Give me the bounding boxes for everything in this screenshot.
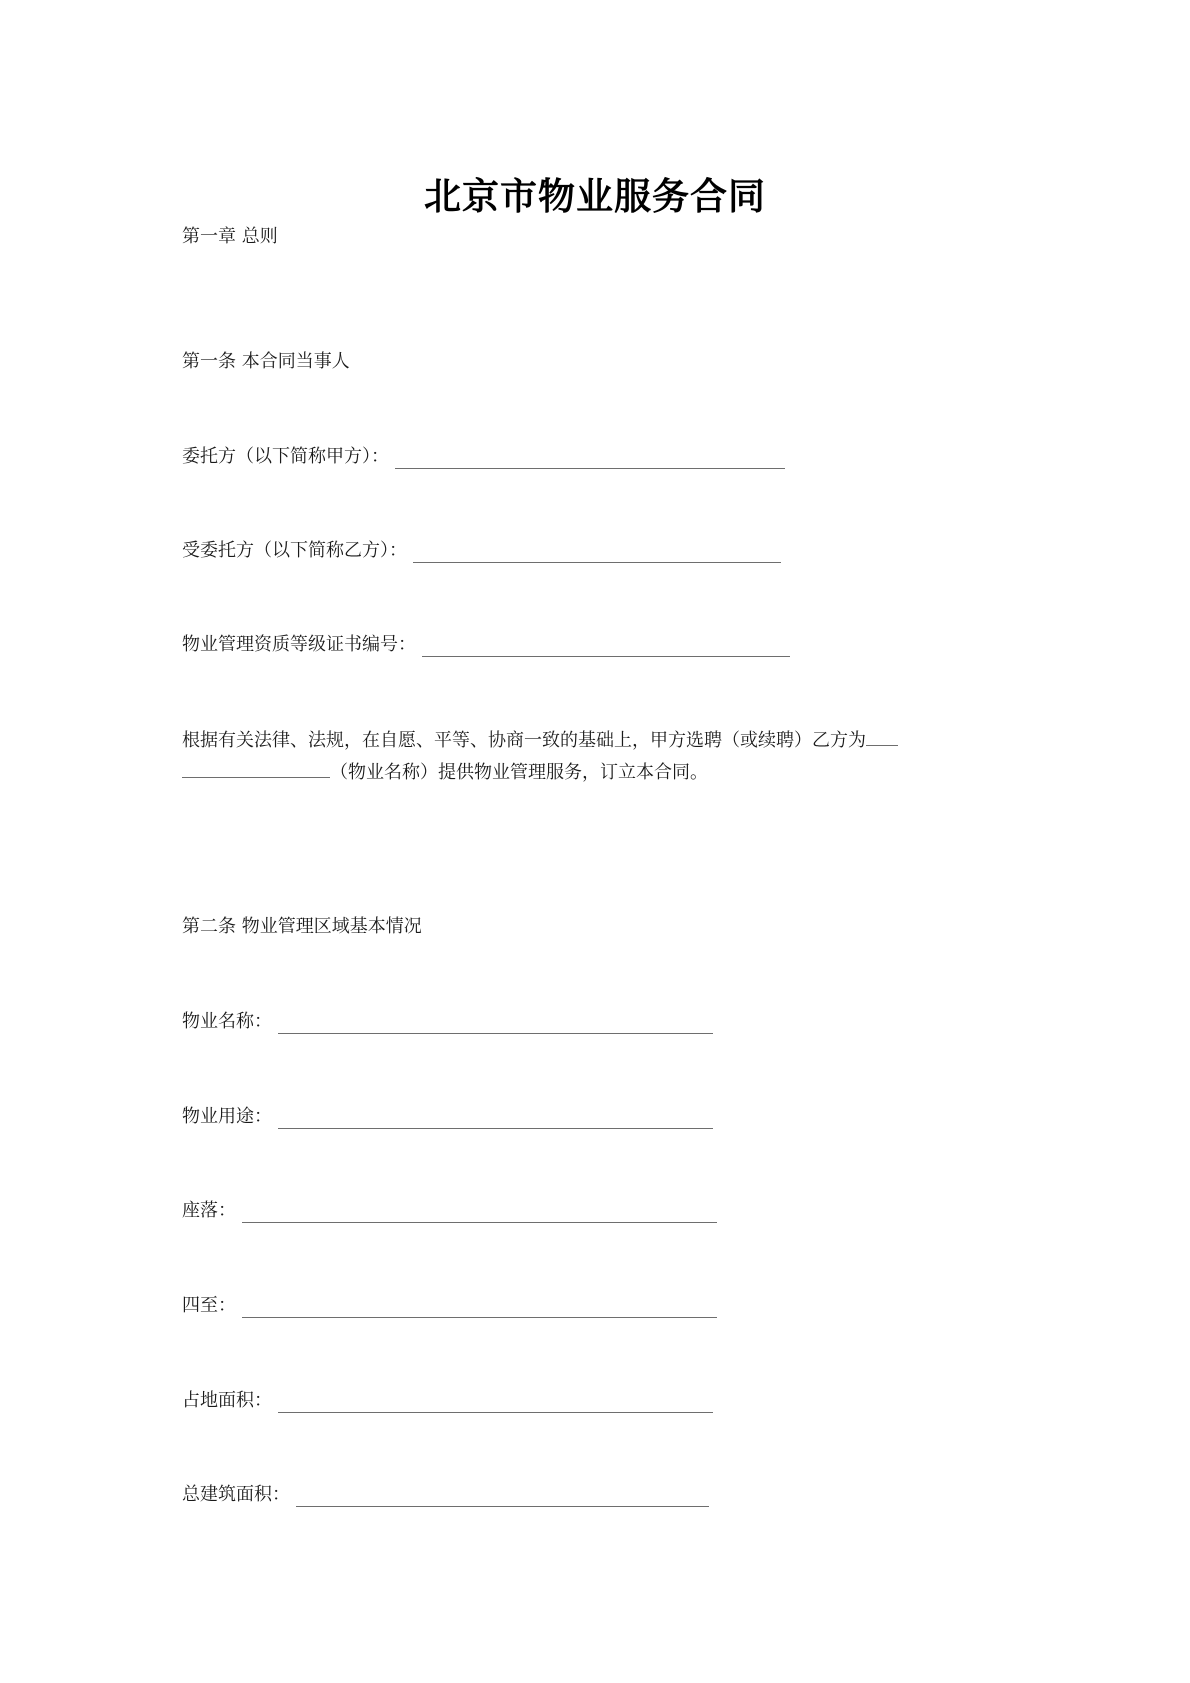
total-floor-area-blank[interactable]	[296, 1486, 709, 1507]
field-property-use	[182, 1105, 713, 1129]
property-name-blank[interactable]	[182, 759, 330, 778]
article-1-heading: 第一条 本合同当事人	[182, 351, 350, 372]
field-label: 物业用途：	[182, 1106, 272, 1127]
document-title: 北京市物业服务合同	[424, 175, 766, 218]
property-use-blank[interactable]	[278, 1108, 713, 1129]
field-certificate-number	[182, 633, 790, 657]
field-party-a	[182, 445, 785, 469]
field-party-b	[182, 539, 781, 563]
field-total-floor-area	[182, 1483, 709, 1507]
field-label: 受委托方（以下简称乙方）：	[182, 540, 407, 561]
certificate-number-blank[interactable]	[422, 636, 790, 657]
article-1-paragraph	[182, 725, 898, 789]
field-label: 总建筑面积：	[182, 1484, 290, 1505]
party-a-blank[interactable]	[395, 448, 785, 469]
paragraph-line-2: （物业名称）提供物业管理服务，订立本合同。	[182, 757, 898, 789]
paragraph-line-1: 根据有关法律、法规，在自愿、平等、协商一致的基础上，甲方选聘（或续聘）乙方为	[182, 725, 898, 757]
chapter-heading: 第一章 总则	[182, 226, 278, 247]
field-label: 座落：	[182, 1200, 236, 1221]
location-blank[interactable]	[242, 1202, 717, 1223]
article-2-heading: 第二条 物业管理区域基本情况	[182, 916, 422, 937]
field-property-name	[182, 1010, 713, 1034]
land-area-blank[interactable]	[278, 1392, 713, 1413]
field-boundaries	[182, 1294, 717, 1318]
field-label: 占地面积：	[182, 1390, 272, 1411]
field-label: 物业名称：	[182, 1011, 272, 1032]
boundaries-blank[interactable]	[242, 1297, 717, 1318]
field-land-area	[182, 1389, 713, 1413]
field-label: 四至：	[182, 1295, 236, 1316]
field-label: 委托方（以下简称甲方）：	[182, 446, 389, 467]
property-name-field-blank[interactable]	[278, 1013, 713, 1034]
party-b-blank[interactable]	[413, 542, 781, 563]
service-provider-blank-part1[interactable]	[866, 727, 898, 746]
field-location	[182, 1199, 717, 1223]
field-label: 物业管理资质等级证书编号：	[182, 634, 416, 655]
